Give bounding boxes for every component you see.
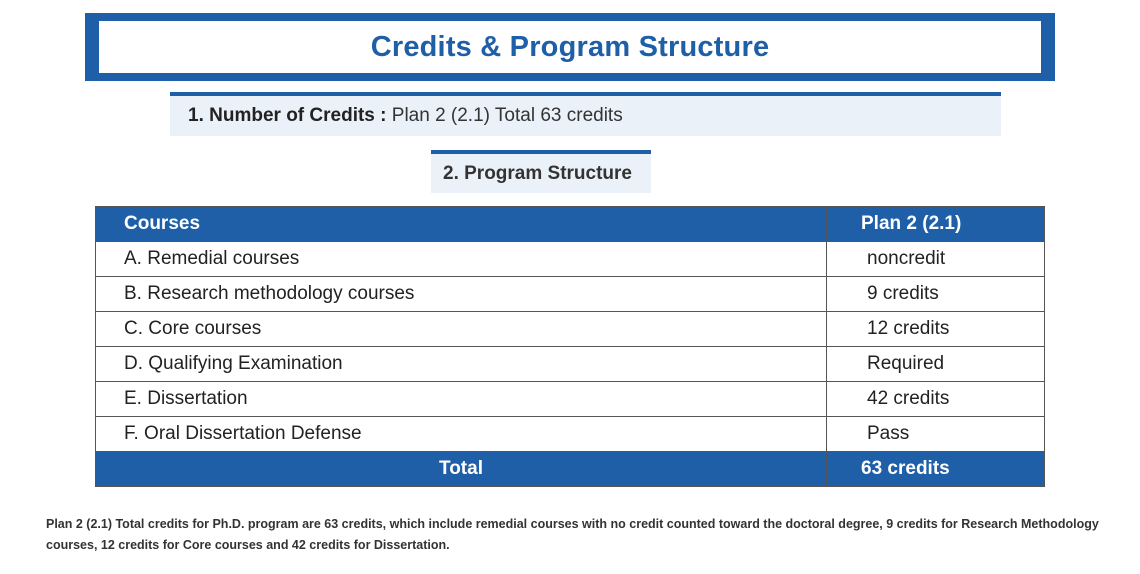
course-credits: Required xyxy=(827,347,1045,382)
number-of-credits-value: Plan 2 (2.1) Total 63 credits xyxy=(391,105,623,126)
title-banner xyxy=(85,13,1055,81)
course-name: B. Research methodology courses xyxy=(96,277,827,312)
course-credits: 42 credits xyxy=(827,382,1045,417)
table-row xyxy=(96,382,1045,417)
program-structure-heading xyxy=(431,150,651,193)
course-credits: Pass xyxy=(827,417,1045,452)
total-label: Total xyxy=(96,452,827,487)
title-inner xyxy=(99,21,1041,73)
course-name: A. Remedial courses xyxy=(96,242,827,277)
number-of-credits-label: 1. Number of Credits : xyxy=(188,105,387,126)
course-name: D. Qualifying Examination xyxy=(96,347,827,382)
program-structure-table xyxy=(95,206,1045,487)
course-name: E. Dissertation xyxy=(96,382,827,417)
page-title: Credits & Program Structure xyxy=(370,30,770,63)
credits-footnote: Plan 2 (2.1) Total credits for Ph.D. program are 63 credits, which include remedial courses with no credit counted toward the doctoral degree, 9 credits for Research Methodology courses, 12 credits for Core courses and 42 credits for Dissertation. xyxy=(46,517,1099,552)
course-credits: 12 credits xyxy=(827,312,1045,347)
table-row xyxy=(96,242,1045,277)
table-row xyxy=(96,347,1045,382)
table-header-row xyxy=(96,207,1045,242)
total-row xyxy=(96,452,1045,487)
number-of-credits-panel xyxy=(170,92,1001,136)
program-structure-label: 2. Program Structure xyxy=(443,162,632,184)
course-credits: noncredit xyxy=(827,242,1045,277)
header-plan: Plan 2 (2.1) xyxy=(827,207,1045,242)
header-courses: Courses xyxy=(96,207,827,242)
table-row xyxy=(96,417,1045,452)
course-credits: 9 credits xyxy=(827,277,1045,312)
course-name: F. Oral Dissertation Defense xyxy=(96,417,827,452)
table-row xyxy=(96,277,1045,312)
table-row xyxy=(96,312,1045,347)
total-value: 63 credits xyxy=(827,452,1045,487)
course-name: C. Core courses xyxy=(96,312,827,347)
